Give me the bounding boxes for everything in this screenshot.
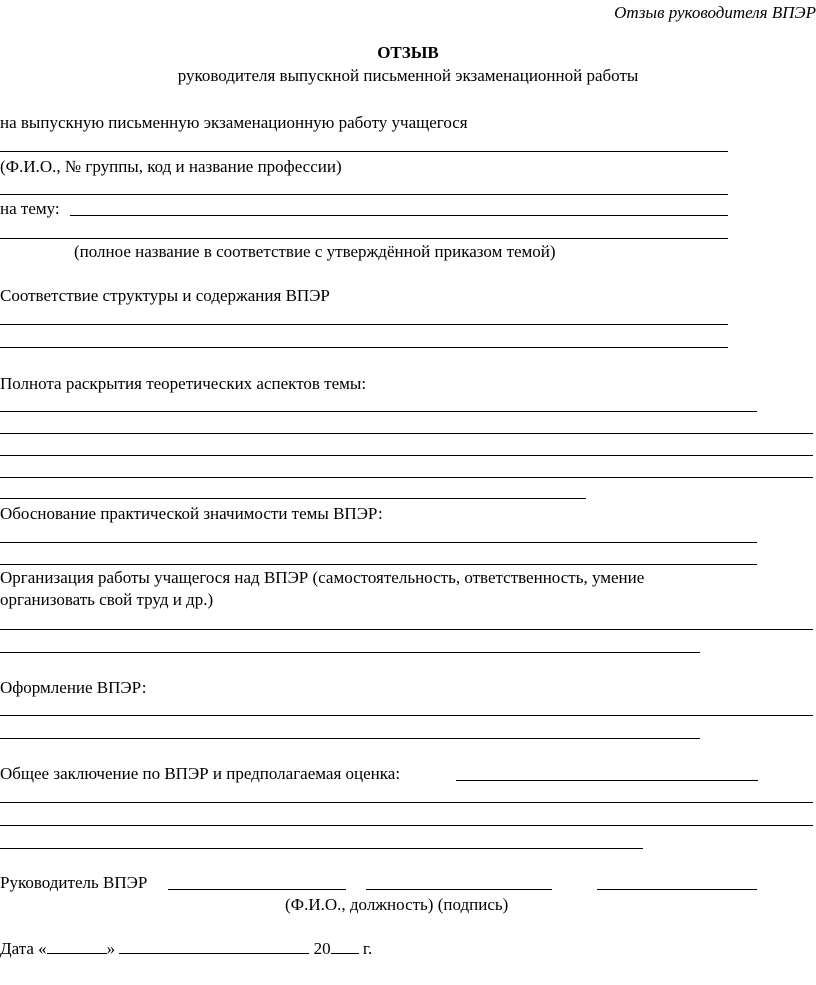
fill-line[interactable]	[0, 411, 757, 412]
document-subtitle: руководителя выпускной письменной экзаменационной работы	[177, 66, 639, 85]
date-row	[0, 938, 372, 959]
supervisor-name-line[interactable]	[168, 889, 346, 890]
section-formatting: Оформление ВПЭР:	[0, 678, 147, 697]
section-organization-line1: Организация работы учащегося над ВПЭР (самостоятельность, ответственность, умение	[0, 568, 645, 587]
fill-line[interactable]	[0, 629, 813, 630]
section-theory: Полнота раскрытия теоретических аспектов темы:	[0, 374, 367, 393]
fill-line[interactable]	[0, 238, 728, 239]
date-day-field[interactable]	[47, 938, 107, 954]
document-title: ОТЗЫВ	[377, 43, 439, 62]
fill-line[interactable]	[0, 433, 813, 434]
running-title: Отзыв руководителя ВПЭР	[614, 3, 816, 22]
topic-label: на тему:	[0, 199, 60, 218]
fill-line[interactable]	[0, 324, 728, 325]
topic-fill-line[interactable]	[70, 215, 728, 216]
fill-line[interactable]	[0, 738, 700, 739]
date-year-prefix: 20	[313, 939, 331, 958]
section-practical: Обоснование практической значимости темы ВПЭР:	[0, 504, 383, 523]
section-structure: Соответствие структуры и содержания ВПЭР	[0, 286, 330, 305]
fill-line[interactable]	[0, 715, 813, 716]
fio-hint: (Ф.И.О., № группы, код и название профессии)	[0, 157, 342, 176]
date-year-suffix: г.	[362, 939, 373, 958]
fill-line[interactable]	[0, 194, 728, 195]
topic-hint: (полное название в соответствие с утверждённой приказом темой)	[74, 242, 556, 261]
signature-hint: (Ф.И.О., должность) (подпись)	[285, 895, 509, 914]
date-close-quote: »	[106, 939, 116, 958]
section-conclusion: Общее заключение по ВПЭР и предполагаемая оценка:	[0, 764, 401, 783]
supervisor-position-line[interactable]	[366, 889, 552, 890]
fill-line[interactable]	[0, 825, 813, 826]
on-work-label: на выпускную письменную экзаменационную работу учащегося	[0, 113, 468, 132]
fill-line[interactable]	[0, 498, 586, 499]
fill-line[interactable]	[0, 455, 813, 456]
fill-line[interactable]	[0, 652, 700, 653]
date-year-field[interactable]	[331, 938, 359, 954]
fill-line[interactable]	[0, 564, 757, 565]
fill-line[interactable]	[0, 151, 728, 152]
section-organization-line2: организовать свой труд и др.)	[0, 590, 214, 609]
fill-line[interactable]	[0, 848, 643, 849]
fill-line[interactable]	[0, 802, 813, 803]
grade-fill-line[interactable]	[456, 780, 758, 781]
fill-line[interactable]	[0, 347, 728, 348]
fill-line[interactable]	[0, 477, 813, 478]
date-label: Дата «	[0, 939, 47, 958]
fill-line[interactable]	[0, 542, 757, 543]
supervisor-signature-line[interactable]	[597, 889, 757, 890]
supervisor-label: Руководитель ВПЭР	[0, 873, 148, 892]
date-month-field[interactable]	[119, 938, 309, 954]
